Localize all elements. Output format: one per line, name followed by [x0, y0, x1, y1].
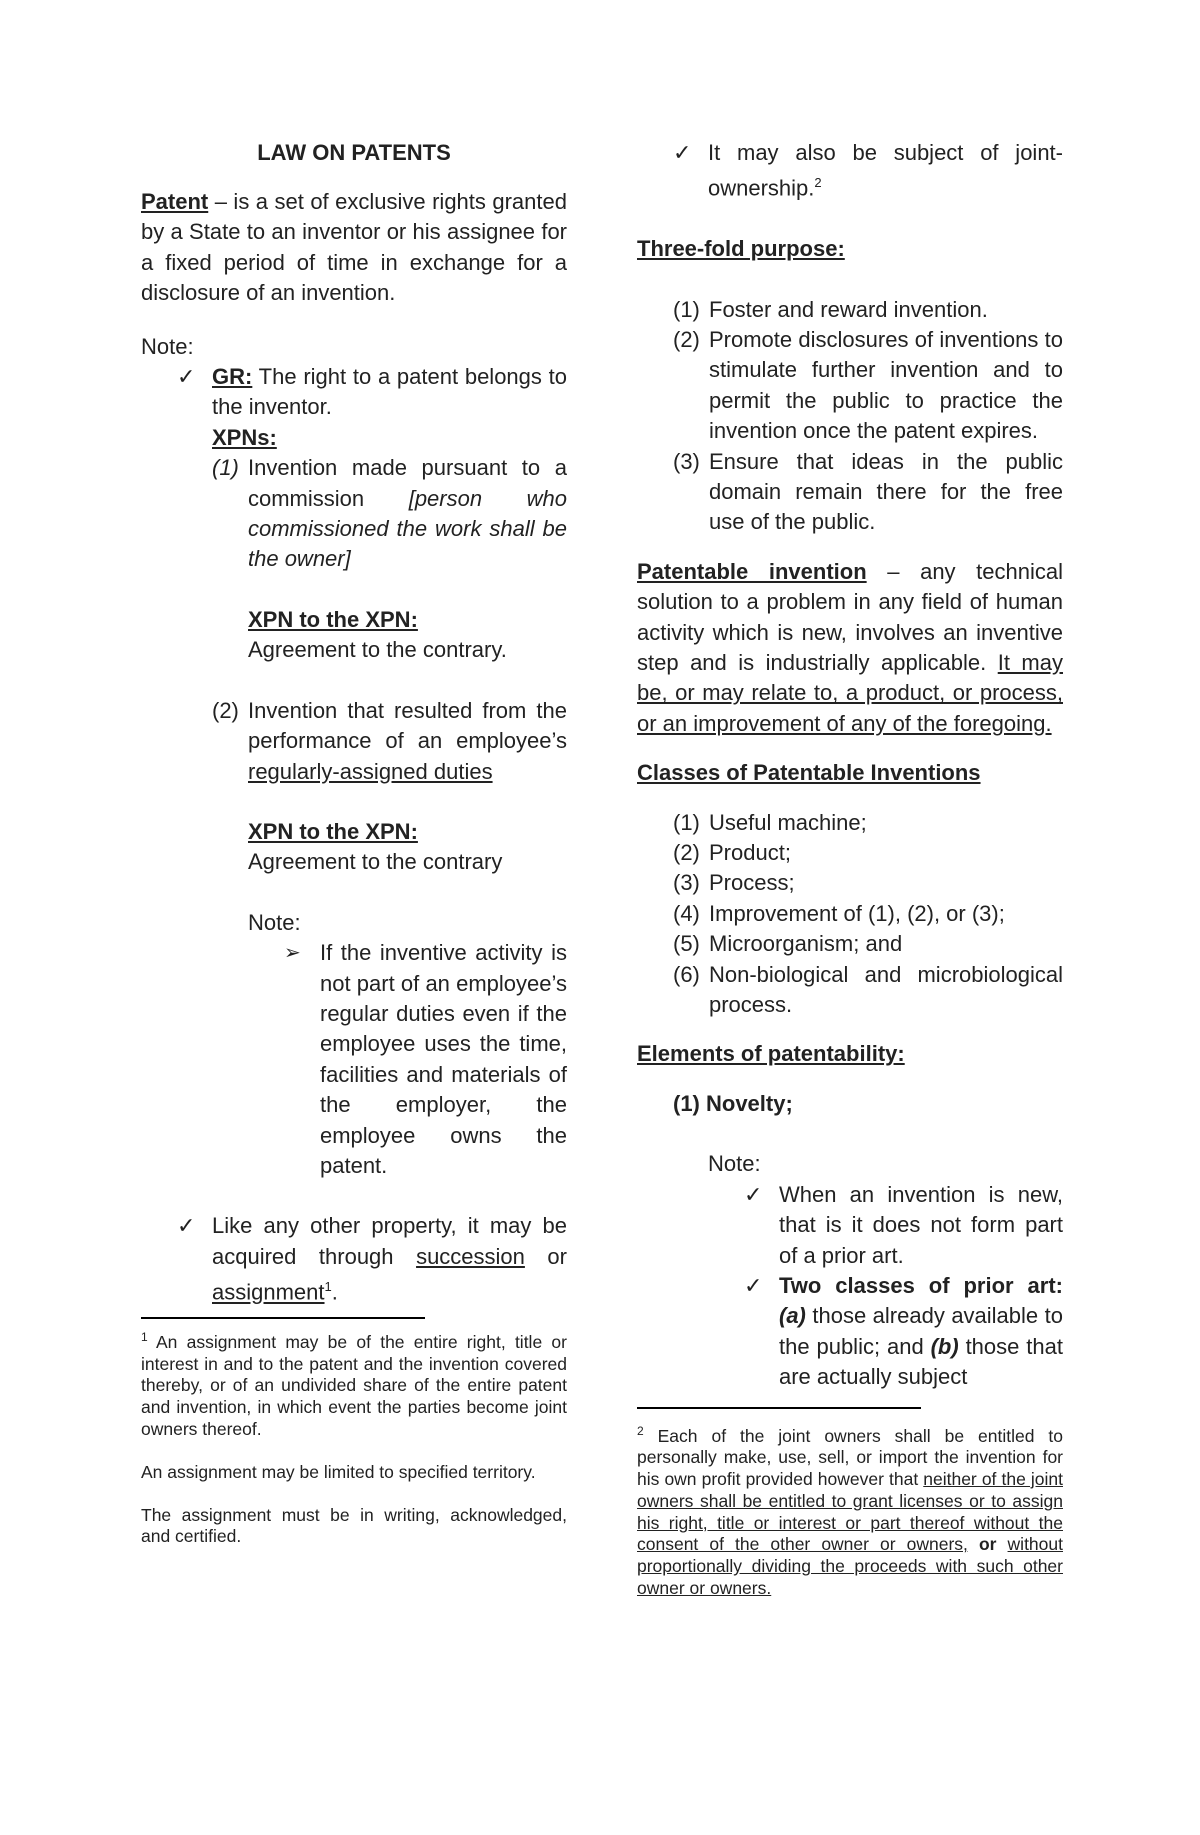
purpose-number: (2) [673, 326, 700, 352]
novelty-note-text: When an invention is new, that is it does not form part of a prior art. [779, 1181, 1063, 1268]
purpose-number: (1) [673, 296, 700, 322]
prior-art-text-2: those that are actually subject [779, 1333, 1063, 1390]
footnote-1-para-2: An assignment may be limited to specified territory. [141, 1461, 536, 1482]
classes-list [637, 808, 1063, 1021]
purpose-text: Promote disclosures of inventions to stimulate further invention and to permit the public to practice the invention once the patent expires. [709, 326, 1063, 444]
purpose-item [673, 447, 1063, 538]
xpn-text [248, 453, 567, 575]
gr-text [212, 362, 567, 423]
purpose-list [637, 295, 1063, 538]
class-item [673, 868, 1063, 898]
gr-body: The right to a patent belongs to the inventor. [212, 364, 567, 420]
footnote-1 [141, 1327, 567, 1441]
patentable-invention-definition [637, 557, 1063, 739]
xpn-item-1 [212, 453, 567, 665]
xpn-item-2 [212, 696, 567, 1182]
prior-art-text [779, 1271, 1063, 1393]
prior-art-b: (b) [930, 1333, 959, 1359]
footnote-divider [637, 1407, 921, 1409]
xpns-label: XPNs: [212, 424, 277, 450]
novelty-note-label: Note: [708, 1151, 761, 1177]
novelty-label: (1) Novelty; [673, 1090, 793, 1116]
footnote-2-underlined-1: neither of the joint owners shall be entitled to grant licenses or to assign his right, title or interest or part thereof without the consent of the other owner or owners, [637, 1468, 1063, 1555]
class-number: (2) [673, 840, 700, 866]
xpn1-main: Invention made pursuant to a commission [248, 455, 567, 511]
page-title: LAW ON PATENTS [257, 140, 451, 165]
elements-heading: Elements of patentability: [637, 1041, 905, 1067]
prior-art-a: (a) [779, 1303, 806, 1329]
checkmark-icon: ✓ [673, 140, 692, 165]
footnote-ref-2: 2 [814, 175, 822, 191]
joint-ownership-item [637, 138, 1063, 204]
footnote-1-text: An assignment may be of the entire right, title or interest in and to the patent and the invention covered thereby, or of an undivided share of the entire patent and invention, in which event the parties become joint owners thereof. [141, 1331, 567, 1439]
like-end: . [331, 1279, 338, 1305]
xpn-to-xpn-label: XPN to the XPN: [248, 606, 418, 632]
class-text: Process; [709, 870, 795, 896]
succession-word: succession [416, 1243, 525, 1269]
class-item [673, 899, 1063, 929]
inner-note-text: If the inventive activity is not part of an employee’s regular duties even if the employee uses the time, facilities and materials of the employer, the employee owns the patent. [320, 940, 567, 1178]
class-text: Non-biological and microbiological process. [709, 961, 1063, 1018]
assignment-word: assignment [212, 1279, 325, 1305]
class-text: Product; [709, 840, 791, 866]
xpn-number: (1) [212, 455, 239, 481]
joint-text: It may also be subject of joint-ownership. [708, 140, 1063, 201]
classes-heading: Classes of Patentable Inventions [637, 760, 981, 786]
xpn-text [248, 696, 567, 787]
class-item [673, 808, 1063, 838]
class-number: (3) [673, 870, 700, 896]
prior-art-item [637, 1271, 1063, 1393]
joint-ownership-text [708, 138, 1063, 204]
xpn1-italic: [person who commissioned the work shall be the owner] [248, 485, 567, 572]
like-property-item [141, 1211, 567, 1308]
footnote-2-or: or [967, 1534, 1008, 1555]
patentable-term: Patentable invention [637, 558, 867, 584]
note-label: Note: [141, 333, 194, 359]
class-item [673, 929, 1063, 959]
footnote-2 [637, 1421, 1063, 1600]
footnote-1-number: 1 [141, 1329, 148, 1344]
footnote-2-text: Each of the joint owners shall be entitled to personally make, use, sell, or import the invention for his own profit provided however that [637, 1425, 1063, 1489]
checkmark-icon: ✓ [744, 1272, 763, 1298]
xpn-to-xpn-label: XPN to the XPN: [248, 818, 418, 844]
xpn2-main: Invention that resulted from the performance of an employee’s [248, 697, 567, 754]
class-number: (6) [673, 961, 700, 987]
checkmark-icon: ✓ [177, 1213, 196, 1239]
xpn2-underlined: regularly-assigned duties [248, 758, 493, 784]
or-word: or [524, 1243, 567, 1269]
class-number: (1) [673, 809, 700, 835]
prior-art-text-1: those already available to the public; and [779, 1303, 1063, 1359]
like-text: Like any other property, it may be acquired through [212, 1213, 567, 1269]
patentable-underlined: It may be, or may relate to, a product, or process, or an improvement of any of the foregoing. [637, 650, 1063, 736]
class-text: Microorganism; and [709, 931, 903, 957]
purpose-text: Ensure that ideas in the public domain remain there for the free use of the public. [709, 448, 1063, 535]
class-item [673, 960, 1063, 1021]
footnote-ref-1: 1 [324, 1279, 332, 1295]
gr-item [141, 362, 567, 1181]
inner-note-label: Note: [248, 909, 301, 935]
class-number: (5) [673, 931, 700, 957]
footnote-2-number: 2 [637, 1423, 644, 1438]
class-item [673, 838, 1063, 868]
class-text: Improvement of (1), (2), or (3); [709, 900, 1005, 926]
purpose-item [673, 325, 1063, 447]
gr-label: GR: [212, 364, 253, 390]
class-number: (4) [673, 900, 700, 926]
purpose-text: Foster and reward invention. [709, 296, 988, 322]
novelty-note-item [637, 1180, 1063, 1271]
patent-definition [141, 187, 567, 309]
patent-term: Patent [141, 189, 209, 214]
xpn-number: (2) [212, 697, 239, 723]
prior-art-bold: Two classes of prior art: [779, 1272, 1063, 1298]
xpn2-agreement: Agreement to the contrary [248, 849, 503, 875]
footnote-divider [141, 1317, 425, 1319]
left-column [141, 138, 567, 1548]
purpose-number: (3) [673, 448, 700, 474]
right-column [637, 138, 1063, 1600]
threefold-heading: Three-fold purpose: [637, 236, 845, 262]
arrow-bullet-icon: ➢ [284, 942, 301, 965]
checkmark-icon: ✓ [177, 364, 196, 390]
patentable-def: – any technical solution to a problem in any field of human activity which is new, involves an inventive step and is industrially applicable. [637, 558, 1063, 676]
checkmark-icon: ✓ [744, 1181, 763, 1207]
like-property-text [212, 1211, 567, 1308]
purpose-item [673, 295, 1063, 325]
footnote-2-underlined-2: without proportionally dividing the proceeds with such other owner or owners. [637, 1534, 1063, 1598]
xpn1-agreement: Agreement to the contrary. [248, 637, 507, 663]
footnote-1-para-3: The assignment must be in writing, acknowledged, and certified. [141, 1504, 567, 1547]
inner-note-item [284, 938, 567, 1181]
patent-definition-text: – is a set of exclusive rights granted by a State to an inventor or his assignee for a fixed period of time in exchange for a disclosure of an invention. [141, 189, 567, 306]
class-text: Useful machine; [709, 809, 867, 835]
